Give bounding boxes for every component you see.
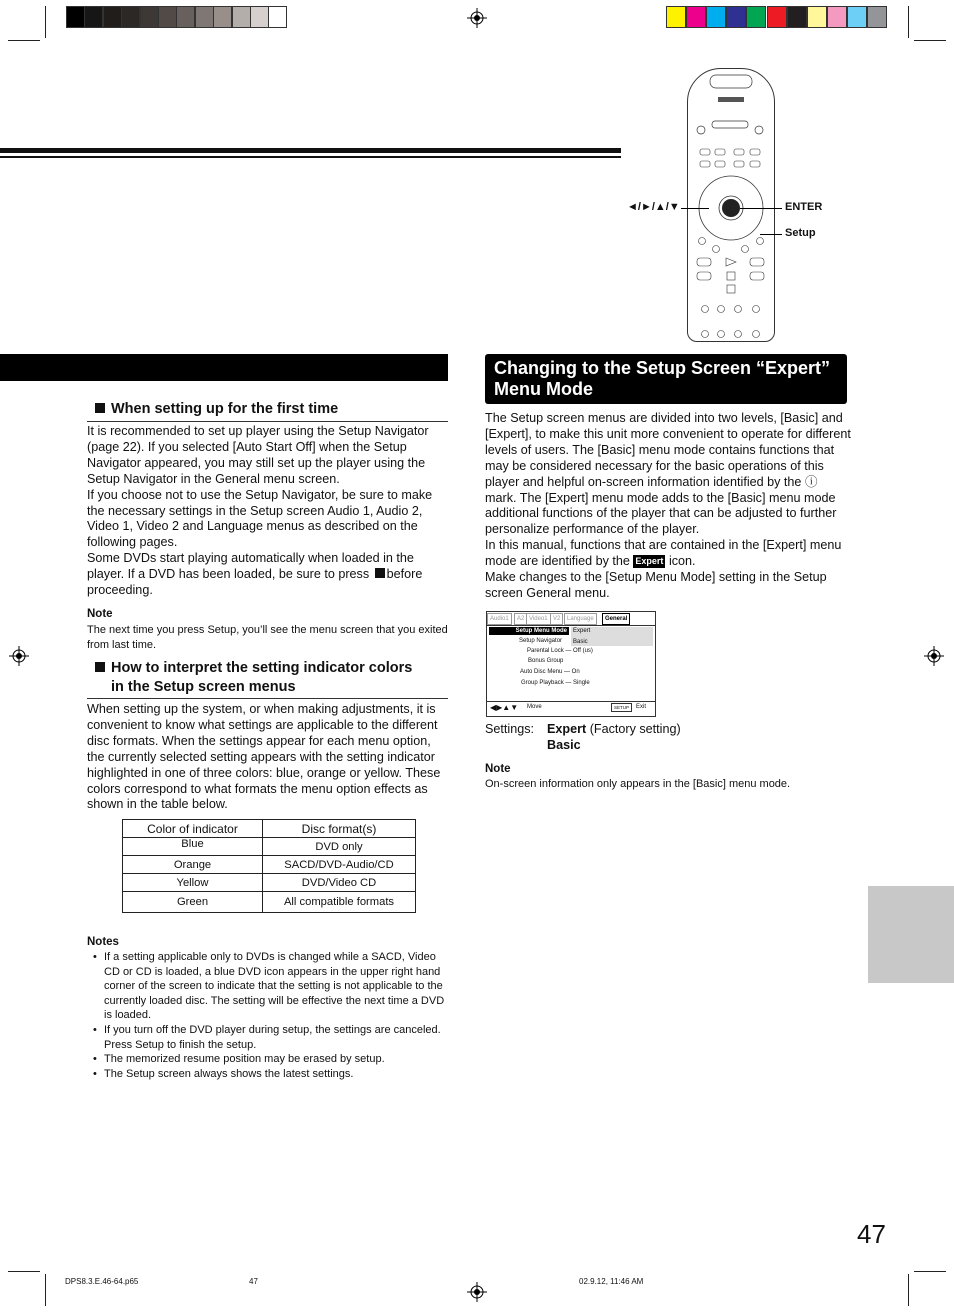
gray-swatch (140, 6, 159, 28)
enter-label: ENTER (785, 201, 823, 213)
heading-rule (87, 698, 448, 699)
gray-swatch (213, 6, 232, 28)
note-text: The next time you press Setup, you’ll see the menu screen that you exited from last time. (87, 624, 448, 651)
option-basic: Basic (573, 639, 588, 645)
page-title: Changing to the Setup Screen “Expert” Menu Mode (485, 354, 847, 404)
interpret-body: When setting up the system, or when making adjustments, it is convenient to know what settings are applicable to the different disc formats. When the settings appear for each menu option, the currently selected setting appears with the setting indicator highlighted in one of three colors: blue, orange or yellow. These colors correspond to what formats the menu option effects as shown in the table below. (87, 702, 441, 812)
color-swatch (827, 6, 847, 28)
gray-swatch (66, 6, 85, 28)
gray-swatch (158, 6, 177, 28)
registration-mark-icon (924, 646, 944, 666)
leader-line (740, 208, 782, 209)
crop-mark (8, 40, 40, 41)
list-item: • If you turn off the DVD player during setup, the settings are canceled. Press Setup to finish the setup. (87, 1023, 447, 1052)
leader-line (760, 234, 782, 235)
leader-line (681, 208, 709, 209)
table-header-cell: Disc format(s) (263, 820, 416, 838)
color-swatch (787, 6, 807, 28)
expert-mode-body: The Setup screen menus are divided into two levels, [Basic] and [Expert], to make this unit more convenient to operate for different levels of users. The [Basic] menu mode contains functions that may be considered necessary for the basic operations of this player and helpful on-screen information identified by the ⓘ mark. The [Expert] menu mode adds to the [Basic] menu mode additional functions of the player that can be adjusted to further personalize performance of the player. In this manual, functions that are contained in the [Expert] menu mode are identified by the Expert icon. Make changes to the [Setup Menu Mode] setting in the Setup screen General menu. (485, 411, 851, 600)
note-text: On-screen information only appears in the [Basic] menu mode. (485, 778, 791, 790)
gray-swatch (84, 6, 103, 28)
tab-underline (487, 625, 655, 626)
square-bullet-icon (95, 662, 105, 672)
interpret-heading: How to interpret the setting indicator colors in the Setup screen menus (95, 659, 455, 697)
menu-item: Auto Disc Menu — On (520, 669, 580, 675)
table-header-row (123, 820, 416, 838)
table-row (123, 838, 416, 856)
menu-item: Bonus Group (528, 658, 564, 664)
note-heading: Note (485, 763, 511, 775)
remote-control-illustration (687, 68, 775, 342)
table-header-cell: Color of indicator (123, 820, 263, 838)
table-cell: SACD/DVD-Audio/CD (263, 856, 416, 874)
info-mark-icon: ⓘ (804, 474, 818, 489)
setup-button-icon: SETUP (611, 703, 632, 712)
tab-audio2: A2 (514, 613, 527, 625)
crop-mark (914, 40, 946, 41)
color-swatch (746, 6, 766, 28)
stop-icon (375, 568, 385, 578)
expert-icon: Expert (635, 556, 664, 567)
table-cell: Blue (123, 838, 263, 856)
setup-label: Setup (785, 227, 816, 239)
first-time-body: It is recommended to set up player using the Setup Navigator (page 22). If you selected [Auto Start Off] when the Setup Navigator appeared, you may still set up the player using the Setup Navigator in the General menu screen. If you choose not to use the Setup Navigator, be sure to make the necessary settings in the Setup screen Audio 1, Audio 2, Video 1, Video 2 and Language menus as described on the following pages. Some DVDs start playing automatically when loaded in the player. If a DVD has been loaded, be sure to press before proceeding. (87, 424, 433, 598)
tab-language: Language (564, 613, 597, 625)
gray-swatch (268, 6, 287, 28)
gray-swatch (176, 6, 195, 28)
crop-mark (45, 6, 46, 38)
settings-label: Settings: (485, 722, 535, 736)
table-row (123, 856, 416, 874)
gray-swatch (121, 6, 140, 28)
header-rule (0, 148, 621, 153)
registration-mark-icon (467, 1282, 487, 1302)
list-item: • The Setup screen always shows the latest settings. (87, 1067, 447, 1082)
notes-heading: Notes (87, 936, 119, 948)
table-cell: Yellow (123, 874, 263, 892)
option-expert: Expert (573, 628, 591, 634)
setup-screen-illustration (486, 611, 656, 717)
heading-rule (87, 421, 448, 422)
registration-mark-icon (467, 8, 487, 28)
color-swatch (847, 6, 867, 28)
list-item: • The memorized resume position may be erased by setup. (87, 1052, 447, 1067)
setting-basic: Basic (547, 738, 581, 752)
crop-mark (45, 1274, 46, 1306)
tab-audio1: Audio1 (487, 613, 512, 625)
menu-item-selected: Setup Menu Mode (489, 627, 569, 635)
section-side-tab (868, 886, 954, 983)
note-heading: Note (87, 608, 113, 620)
table-row (123, 892, 416, 913)
table-cell: All compatible formats (263, 892, 416, 913)
table-cell: Green (123, 892, 263, 913)
list-item: • If a setting applicable only to DVDs is changed while a SACD, Video CD or CD is loaded, a blue DVD icon appears in the upper right hand corner of the screen to indicate that the setting is not applicable to the currently loaded disc. The setting will be effective the next time a DVD is loaded. (87, 950, 447, 1023)
menu-item: Group Playback — Single (521, 680, 590, 686)
color-swatch (686, 6, 706, 28)
square-bullet-icon (95, 403, 105, 413)
color-swatch (706, 6, 726, 28)
color-swatch (767, 6, 787, 28)
arrow-keys-label: ◄/►/▲/▼ (627, 201, 680, 213)
registration-mark-icon (9, 646, 29, 666)
footer-page: 47 (249, 1277, 258, 1286)
gray-swatch (195, 6, 214, 28)
table-cell: DVD/Video CD (263, 874, 416, 892)
header-rule (0, 156, 621, 158)
footer-date: 02.9.12, 11:46 AM (579, 1277, 644, 1286)
table-cell: DVD only (263, 838, 416, 856)
gray-swatch (250, 6, 269, 28)
crop-mark (8, 1271, 40, 1272)
move-label: Move (527, 704, 542, 710)
indicator-color-table (122, 819, 416, 913)
gray-swatch (103, 6, 122, 28)
color-swatch (666, 6, 686, 28)
notes-list (87, 950, 447, 1081)
exit-label: Exit (636, 704, 647, 710)
crop-mark (914, 1271, 946, 1272)
setting-expert: Expert (Factory setting) (547, 722, 681, 736)
color-swatch (726, 6, 746, 28)
section-title-bar (0, 354, 448, 381)
table-cell: Orange (123, 856, 263, 874)
table-row (123, 874, 416, 892)
color-swatch (867, 6, 887, 28)
tab-video2: V2 (550, 613, 563, 625)
color-swatch (807, 6, 827, 28)
crop-mark (908, 6, 909, 38)
tab-general: General (602, 613, 630, 625)
gray-swatch (232, 6, 251, 28)
tab-video1: Video1 (526, 613, 551, 625)
footer-file: DPS8.3.E.46-64.p65 (65, 1277, 139, 1286)
screen-footer-rule (487, 701, 655, 702)
menu-item: Parental Lock — Off (us) (527, 648, 593, 654)
crop-mark (908, 1274, 909, 1306)
menu-item: Setup Navigator (519, 638, 563, 644)
page-number: 47 (857, 1219, 886, 1249)
move-arrows-icon: ◀▶▲▼ (490, 703, 519, 712)
first-time-heading: When setting up for the first time (95, 400, 338, 419)
